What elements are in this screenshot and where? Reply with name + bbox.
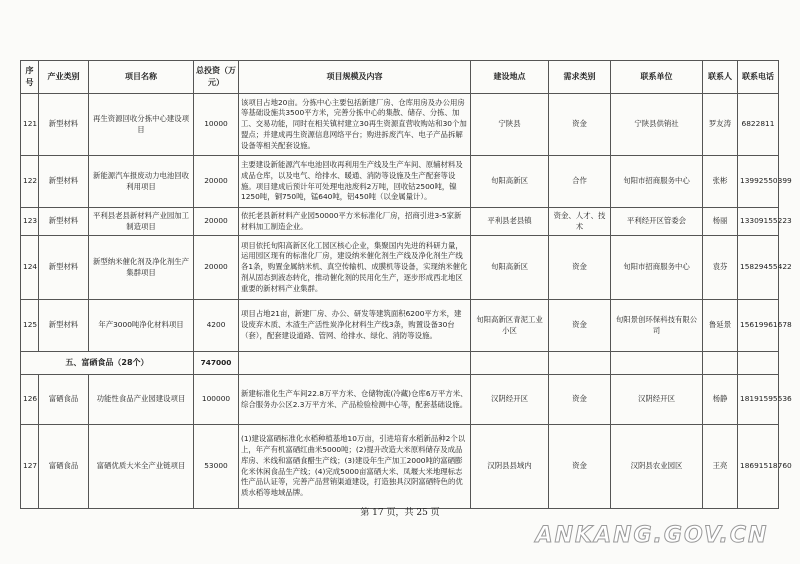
- table-row: [21, 375, 779, 425]
- cell-project-name: 平利县老县新材料产业园加工制造项目: [89, 208, 194, 236]
- cell-project-name: 功能性食品产业园建设项目: [89, 375, 194, 425]
- cell-need-type: 资金、人才、技术: [549, 208, 611, 236]
- page-number: 第 17 页，共 25 页: [360, 508, 440, 518]
- cell-project-name: 新能源汽车报废动力电池回收利用项目: [89, 156, 194, 208]
- cell-phone: 15619961678: [738, 300, 779, 352]
- cell-category: 新型材料: [39, 236, 89, 300]
- header-scale-content: 项目规模及内容: [239, 61, 471, 94]
- cell-category: 新型材料: [39, 208, 89, 236]
- cell-need-type: 资金: [549, 236, 611, 300]
- header-phone: 联系电话: [738, 61, 779, 94]
- cell-category: 新型材料: [39, 94, 89, 156]
- svg-text:ANKANG.GOV.CN: ANKANG.GOV.CN: [535, 523, 769, 548]
- cell-investment: 100000: [194, 375, 239, 425]
- header-contact-unit: 联系单位: [611, 61, 703, 94]
- cell-contact-person: 杨静: [703, 375, 738, 425]
- cell-contact-person: 罗友涛: [703, 94, 738, 156]
- cell-contact-unit: 平利经开区管委会: [611, 208, 703, 236]
- cell-location: 旬阳高新区: [471, 156, 549, 208]
- header-location: 建设地点: [471, 61, 549, 94]
- cell-category: 新型材料: [39, 156, 89, 208]
- cell-contact-person: 张彬: [703, 156, 738, 208]
- cell-investment: 20000: [194, 208, 239, 236]
- cell-contact-person: 鲁延景: [703, 300, 738, 352]
- cell-phone: 13992550399: [738, 156, 779, 208]
- table-header-row: [21, 61, 779, 94]
- cell-description: 依托老县新材料产业园50000平方米标准化厂房，招商引进3-5家新材料加工制造企业。: [239, 208, 471, 236]
- cell-need-type: 资金: [549, 94, 611, 156]
- cell-location: 宁陕县: [471, 94, 549, 156]
- cell-category: 新型材料: [39, 300, 89, 352]
- cell-project-name: 新型纳米催化剂及净化剂生产集群项目: [89, 236, 194, 300]
- cell-no: 121: [21, 94, 39, 156]
- cell-need-type: 资金: [549, 300, 611, 352]
- cell-phone: 15829455422: [738, 236, 779, 300]
- cell-need-type: 合作: [549, 156, 611, 208]
- cell-investment: 20000: [194, 236, 239, 300]
- section-total: 747000: [194, 352, 239, 375]
- cell-description: 新建标准化生产车间22.8万平方米、仓储物流(冷藏)仓库6万平方米、综合服务办公区2.3万平方米、产品检验检测中心等，配套基础设施。: [239, 375, 471, 425]
- header-need-type: 需求类别: [549, 61, 611, 94]
- cell-contact-person: 王亮: [703, 425, 738, 509]
- cell-investment: 53000: [194, 425, 239, 509]
- cell-no: 127: [21, 425, 39, 509]
- header-contact-person: 联系人: [703, 61, 738, 94]
- cell-contact-unit: 旬阳市招商服务中心: [611, 236, 703, 300]
- section-title: 五、富硒食品（28个）: [21, 352, 194, 375]
- cell-contact-person: 袁芬: [703, 236, 738, 300]
- header-no: 序号: [21, 61, 39, 94]
- table-row: [21, 300, 779, 352]
- cell-no: 123: [21, 208, 39, 236]
- cell-location: 旬阳高新区: [471, 236, 549, 300]
- cell-project-name: 年产3000吨净化材料项目: [89, 300, 194, 352]
- header-category: 产业类别: [39, 61, 89, 94]
- cell-location: 汉阴经开区: [471, 375, 549, 425]
- cell-description: 主要建设新能源汽车电池回收再利用生产线及生产车间、原辅材料及成品仓库，以及电气、给排水、暖通、消防等设施及生产配套等设施。项目建成后预计年可处理电池废料2万吨，回收钴2500吨，镍1250吨，铜750吨，锰640吨，铝450吨（以金属量计）。: [239, 156, 471, 208]
- cell-no: 125: [21, 300, 39, 352]
- cell-need-type: 资金: [549, 375, 611, 425]
- cell-investment: 4200: [194, 300, 239, 352]
- cell-location: 平利县老县镇: [471, 208, 549, 236]
- cell-no: 122: [21, 156, 39, 208]
- cell-description: 项目依托旬阳高新区化工园区核心企业，集聚国内先进的科研力量，运用园区现有的标准化厂房，建设纳米催化剂生产线及净化剂生产线各1条，购置金属纳米机、真空传输机、成膜机等设备，实现纳米催化剂从固态到液态转化，推动催化剂的民用化生产，逐步形成西北地区重要的新材料产业集群。: [239, 236, 471, 300]
- section-row: [21, 352, 779, 375]
- cell-contact-unit: 旬阳景创环保科技有限公司: [611, 300, 703, 352]
- cell-phone: 13309155223: [738, 208, 779, 236]
- cell-category: 富硒食品: [39, 375, 89, 425]
- table-row: [21, 94, 779, 156]
- cell-category: 富硒食品: [39, 425, 89, 509]
- cell-contact-person: 杨丽: [703, 208, 738, 236]
- table-row: [21, 236, 779, 300]
- cell-project-name: 再生资源回收分拣中心建设项目: [89, 94, 194, 156]
- table-row: [21, 156, 779, 208]
- cell-phone: 6822811: [738, 94, 779, 156]
- cell-project-name: 富硒优质大米全产业链项目: [89, 425, 194, 509]
- watermark: [522, 520, 782, 550]
- cell-description: 项目占地21亩，新建厂房、办公、研发等建筑面积6200平方米，建设废弃木质、木渣生产活性炭净化材料生产线3条，购置设备30台（套），配套建设道路、管网、给排水、绿化、消防等设施。: [239, 300, 471, 352]
- cell-contact-unit: 汉阴县农业园区: [611, 425, 703, 509]
- cell-no: 126: [21, 375, 39, 425]
- cell-contact-unit: 汉阴经开区: [611, 375, 703, 425]
- cell-no: 124: [21, 236, 39, 300]
- cell-description: (1)建设富硒标准化水稻种植基地10万亩，引进培育水稻新品种2个以上，年产有机富硒红曲米5000吨；(2)提升改造大米原料储存及成品库房、米线和富硒食醋生产线；(3)建设年生产加工2000吨的富硒膨化米休闲食品生产线；(4)完成5000亩富硒大米、凤堰大米地理标志性产品认证等，完善产品营销渠道建设，打造独具汉阴富硒特色的优质水稻等地域品牌。: [239, 425, 471, 509]
- cell-contact-unit: 旬阳市招商服务中心: [611, 156, 703, 208]
- cell-contact-unit: 宁陕县供销社: [611, 94, 703, 156]
- cell-location: 旬阳高新区青泥工业小区: [471, 300, 549, 352]
- header-project-name: 项目名称: [89, 61, 194, 94]
- cell-investment: 10000: [194, 94, 239, 156]
- cell-investment: 20000: [194, 156, 239, 208]
- cell-phone: 18691518760: [738, 425, 779, 509]
- cell-location: 汉阴县县域内: [471, 425, 549, 509]
- header-investment: 总投资（万元）: [194, 61, 239, 94]
- cell-need-type: 资金: [549, 425, 611, 509]
- project-table: [20, 60, 792, 509]
- table-row: [21, 208, 779, 236]
- cell-phone: 18191595536: [738, 375, 779, 425]
- cell-description: 该项目占地20亩。分拣中心主要包括新建厂房、仓库用房及办公用房等基础设施共3500平方米，完善分拣中心的集散、储存、分拣、加工、交易功能，同时在相关镇村建立30再生资源直营收购站和30个加盟点；并建成再生资源信息网络平台；购进拆废汽车、电子产品拆解设备等相关配套设施。: [239, 94, 471, 156]
- table-row: [21, 425, 779, 509]
